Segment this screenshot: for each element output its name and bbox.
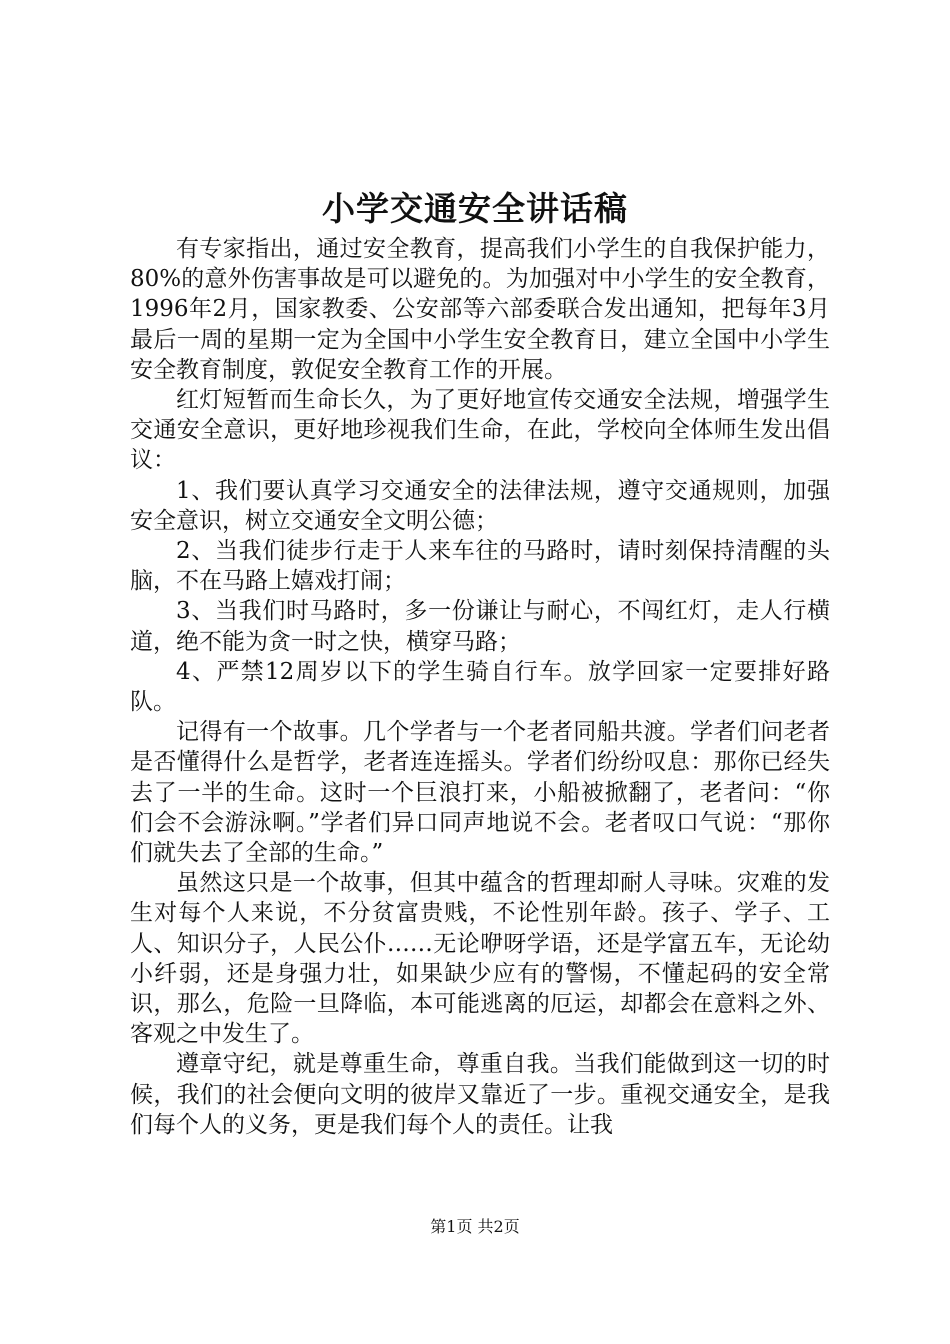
paragraph-story: 记得有一个故事。几个学者与一个老者同船共渡。学者们问老者是否懂得什么是哲学，老者连连摇头。学者们纷纷叹息：那你已经失去了一半的生命。这时一个巨浪打来，小船被掀翻了，老者问：“你们会不会游泳啊。”学者们异口同声地说不会。老者叹口气说：“那你们就失去了全部的生命。” xyxy=(130,719,830,867)
paragraph-intro: 有专家指出，通过安全教育，提高我们小学生的自我保护能力，80%的意外伤害事故是可以避免的。为加强对中小学生的安全教育，1996年2月，国家教委、公安部等六部委联合发出通知，把每年3月最后一周的星期一定为全国中小学生安全教育日，建立全国中小学生安全教育制度，敦促安全教育工作的开展。 xyxy=(130,236,830,383)
list-item-1: 1、我们要认真学习交通安全的法律法规，遵守交通规则，加强安全意识，树立交通安全文明公德； xyxy=(130,477,830,534)
paragraph-conclusion: 遵章守纪，就是尊重生命，尊重自我。当我们能做到这一切的时候，我们的社会便向文明的彼岸又靠近了一步。重视交通安全，是我们每个人的义务，更是我们每个人的责任。让我 xyxy=(130,1051,830,1138)
list-item-4: 4、严禁12周岁以下的学生骑自行车。放学回家一定要排好路队。 xyxy=(130,658,830,716)
document-body xyxy=(130,234,830,1140)
paragraph-proposal: 红灯短暂而生命长久，为了更好地宣传交通安全法规，增强学生交通安全意识，更好地珍视我们生命，在此，学校向全体师生发出倡议： xyxy=(130,387,830,474)
page-footer: 第1页 共2页 xyxy=(430,1217,520,1236)
list-item-3: 3、当我们时马路时，多一份谦让与耐心，不闯红灯，走人行横道，绝不能为贪一时之快，横穿马路； xyxy=(130,598,830,655)
list-item-2: 2、当我们徒步行走于人来车往的马路时，请时刻保持清醒的头脑，不在马路上嬉戏打闹； xyxy=(130,538,830,595)
paragraph-reflection: 虽然这只是一个故事，但其中蕴含的哲理却耐人寻味。灾难的发生对每个人来说，不分贫富贵贱，不论性别年龄。孩子、学子、工人、知识分子，人民公仆……无论咿呀学语，还是学富五车，无论幼小纤弱，还是身强力壮，如果缺少应有的警惕，不懂起码的安全常识，那么，危险一旦降临，本可能逃离的厄运，却都会在意料之外、客观之中发生了。 xyxy=(130,870,830,1048)
document-title: 小学交通安全讲话稿 xyxy=(322,189,628,228)
